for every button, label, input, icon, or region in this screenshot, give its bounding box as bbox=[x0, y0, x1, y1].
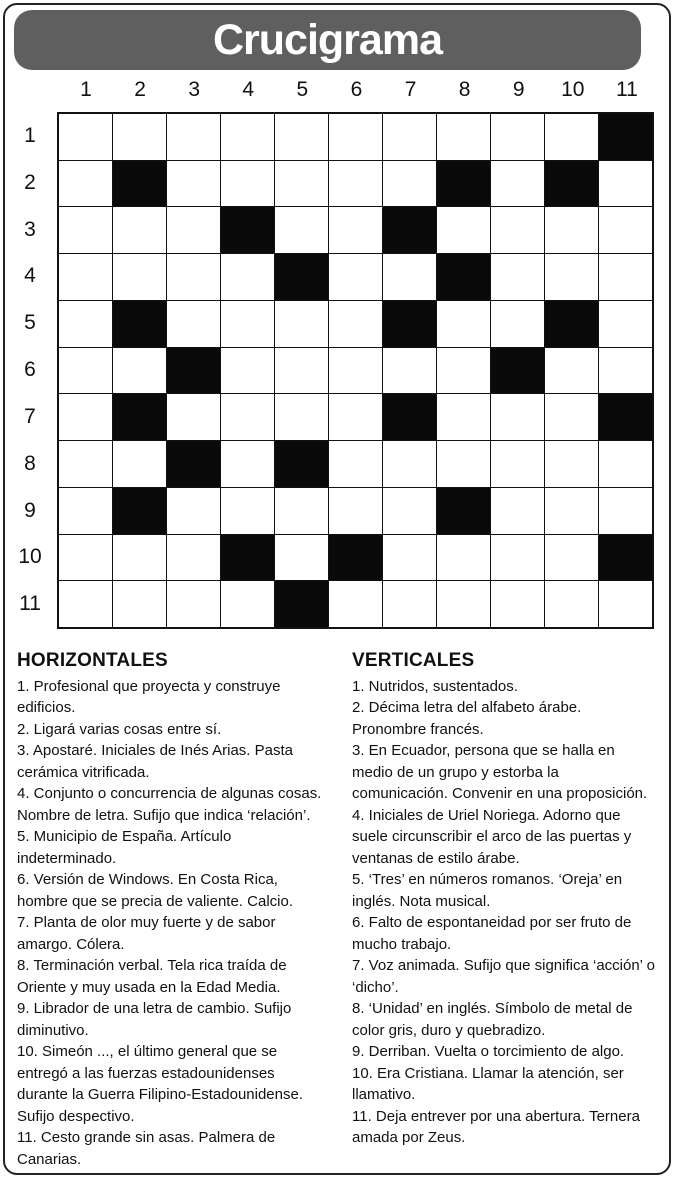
row-numbers bbox=[8, 113, 52, 628]
white-cell[interactable] bbox=[59, 254, 112, 300]
vertical-clue: 8. ‘Unidad’ en inglés. Símbolo de metal de color gris, duro y quebradizo. bbox=[352, 1000, 633, 1039]
black-cell bbox=[437, 161, 490, 207]
column-number: 3 bbox=[188, 78, 201, 101]
white-cell[interactable] bbox=[545, 207, 598, 253]
vertical-clue: 7. Voz animada. Sufijo que significa ‘acción’ o ‘dicho’. bbox=[352, 957, 655, 996]
white-cell[interactable] bbox=[167, 254, 220, 300]
white-cell[interactable] bbox=[113, 348, 166, 394]
horizontal-clue: 5. Municipio de España. Artículo indeterminado. bbox=[17, 828, 232, 867]
vertical-clue: 5. ‘Tres’ en números romanos. ‘Oreja’ en inglés. Nota musical. bbox=[352, 871, 623, 910]
black-cell bbox=[113, 161, 166, 207]
row-number: 6 bbox=[24, 358, 36, 382]
white-cell[interactable] bbox=[383, 441, 436, 487]
column-number: 8 bbox=[458, 78, 471, 101]
column-number: 4 bbox=[242, 78, 255, 101]
column-number: 9 bbox=[512, 78, 525, 101]
white-cell[interactable] bbox=[167, 488, 220, 534]
column-number: 5 bbox=[296, 78, 309, 101]
white-cell[interactable] bbox=[329, 114, 382, 160]
white-cell[interactable] bbox=[491, 161, 544, 207]
white-cell[interactable] bbox=[113, 535, 166, 581]
horizontal-clue: 4. Conjunto o concurrencia de algunas cosas. Nombre de letra. Sufijo que indica ‘relación’. bbox=[17, 785, 322, 824]
white-cell[interactable] bbox=[167, 301, 220, 347]
white-cell[interactable] bbox=[59, 581, 112, 627]
white-cell[interactable] bbox=[491, 207, 544, 253]
title-banner bbox=[14, 10, 641, 70]
white-cell[interactable] bbox=[329, 488, 382, 534]
white-cell[interactable] bbox=[491, 488, 544, 534]
white-cell[interactable] bbox=[275, 301, 328, 347]
white-cell[interactable] bbox=[329, 161, 382, 207]
black-cell bbox=[437, 488, 490, 534]
black-cell bbox=[167, 348, 220, 394]
horizontal-clue: 3. Apostaré. Iniciales de Inés Arias. Pasta cerámica vitrificada. bbox=[17, 742, 293, 781]
white-cell[interactable] bbox=[59, 488, 112, 534]
white-cell[interactable] bbox=[59, 207, 112, 253]
row-number: 7 bbox=[24, 404, 36, 428]
white-cell[interactable] bbox=[545, 581, 598, 627]
white-cell[interactable] bbox=[167, 394, 220, 440]
black-cell bbox=[221, 207, 274, 253]
vertical-clue: 6. Falto de espontaneidad por ser fruto de mucho trabajo. bbox=[352, 914, 632, 953]
white-cell[interactable] bbox=[491, 301, 544, 347]
white-cell[interactable] bbox=[113, 207, 166, 253]
white-cell[interactable] bbox=[59, 535, 112, 581]
white-cell[interactable] bbox=[599, 161, 652, 207]
white-cell[interactable] bbox=[383, 348, 436, 394]
horizontal-clue: 6. Versión de Windows. En Costa Rica, hombre que se precia de valiente. Calcio. bbox=[17, 871, 293, 910]
white-cell[interactable] bbox=[221, 114, 274, 160]
white-cell[interactable] bbox=[545, 114, 598, 160]
white-cell[interactable] bbox=[59, 441, 112, 487]
white-cell[interactable] bbox=[329, 301, 382, 347]
white-cell[interactable] bbox=[383, 114, 436, 160]
vertical-clue: 11. Deja entrever por una abertura. Ternera amada por Zeus. bbox=[352, 1107, 640, 1146]
black-cell bbox=[545, 301, 598, 347]
black-cell bbox=[329, 535, 382, 581]
white-cell[interactable] bbox=[275, 348, 328, 394]
white-cell[interactable] bbox=[545, 441, 598, 487]
vertical-clue: 3. En Ecuador, persona que se halla en medio de un grupo y estorba la comunicación. Convenir en una proposición. bbox=[352, 742, 648, 802]
white-cell[interactable] bbox=[437, 535, 490, 581]
white-cell[interactable] bbox=[221, 348, 274, 394]
horizontal-clues bbox=[17, 650, 329, 1170]
white-cell[interactable] bbox=[437, 114, 490, 160]
black-cell bbox=[383, 394, 436, 440]
white-cell[interactable] bbox=[275, 535, 328, 581]
black-cell bbox=[167, 441, 220, 487]
black-cell bbox=[545, 161, 598, 207]
white-cell[interactable] bbox=[167, 161, 220, 207]
white-cell[interactable] bbox=[113, 114, 166, 160]
white-cell[interactable] bbox=[113, 581, 166, 627]
white-cell[interactable] bbox=[329, 394, 382, 440]
white-cell[interactable] bbox=[59, 301, 112, 347]
white-cell[interactable] bbox=[491, 254, 544, 300]
crossword-grid bbox=[57, 112, 654, 629]
vertical-clue: 1. Nutridos, sustentados. bbox=[352, 677, 518, 695]
white-cell[interactable] bbox=[437, 207, 490, 253]
white-cell[interactable] bbox=[59, 394, 112, 440]
black-cell bbox=[491, 348, 544, 394]
white-cell[interactable] bbox=[383, 254, 436, 300]
black-cell bbox=[221, 535, 274, 581]
row-number: 2 bbox=[24, 170, 36, 194]
white-cell[interactable] bbox=[275, 488, 328, 534]
white-cell[interactable] bbox=[437, 394, 490, 440]
black-cell bbox=[599, 535, 652, 581]
white-cell[interactable] bbox=[221, 441, 274, 487]
white-cell[interactable] bbox=[437, 301, 490, 347]
white-cell[interactable] bbox=[491, 394, 544, 440]
white-cell[interactable] bbox=[221, 254, 274, 300]
vertical-clues-title: VERTICALES bbox=[352, 650, 475, 671]
white-cell[interactable] bbox=[383, 535, 436, 581]
white-cell[interactable] bbox=[437, 581, 490, 627]
row-number: 8 bbox=[24, 451, 36, 475]
white-cell[interactable] bbox=[329, 581, 382, 627]
white-cell[interactable] bbox=[167, 207, 220, 253]
white-cell[interactable] bbox=[329, 348, 382, 394]
vertical-clues bbox=[352, 650, 658, 1149]
black-cell bbox=[383, 301, 436, 347]
white-cell[interactable] bbox=[599, 207, 652, 253]
row-number: 4 bbox=[24, 264, 36, 288]
white-cell[interactable] bbox=[275, 207, 328, 253]
white-cell[interactable] bbox=[599, 441, 652, 487]
white-cell[interactable] bbox=[437, 348, 490, 394]
white-cell[interactable] bbox=[59, 348, 112, 394]
white-cell[interactable] bbox=[545, 535, 598, 581]
white-cell[interactable] bbox=[167, 535, 220, 581]
white-cell[interactable] bbox=[329, 441, 382, 487]
white-cell[interactable] bbox=[221, 581, 274, 627]
white-cell[interactable] bbox=[545, 254, 598, 300]
horizontal-clue: 11. Cesto grande sin asas. Palmera de Canarias. bbox=[17, 1129, 276, 1168]
white-cell[interactable] bbox=[275, 161, 328, 207]
white-cell[interactable] bbox=[59, 114, 112, 160]
page-title: Crucigrama bbox=[213, 15, 442, 64]
white-cell[interactable] bbox=[113, 254, 166, 300]
column-numbers bbox=[59, 78, 654, 104]
vertical-clue-list bbox=[352, 676, 658, 1149]
column-number: 1 bbox=[80, 78, 92, 101]
white-cell[interactable] bbox=[491, 535, 544, 581]
white-cell[interactable] bbox=[275, 394, 328, 440]
white-cell[interactable] bbox=[599, 348, 652, 394]
white-cell[interactable] bbox=[275, 114, 328, 160]
row-number: 5 bbox=[24, 311, 36, 335]
white-cell[interactable] bbox=[383, 581, 436, 627]
black-cell bbox=[275, 254, 328, 300]
white-cell[interactable] bbox=[491, 441, 544, 487]
white-cell[interactable] bbox=[221, 488, 274, 534]
white-cell[interactable] bbox=[545, 488, 598, 534]
white-cell[interactable] bbox=[113, 441, 166, 487]
white-cell[interactable] bbox=[167, 114, 220, 160]
black-cell bbox=[275, 441, 328, 487]
white-cell[interactable] bbox=[221, 301, 274, 347]
row-number: 11 bbox=[19, 592, 41, 616]
row-number: 9 bbox=[24, 498, 36, 522]
horizontal-clue-list bbox=[17, 676, 329, 1171]
white-cell[interactable] bbox=[329, 207, 382, 253]
vertical-clue: 10. Era Cristiana. Llamar la atención, ser llamativo. bbox=[352, 1064, 624, 1103]
horizontal-clue: 9. Librador de una letra de cambio. Sufijo diminutivo. bbox=[17, 1000, 292, 1039]
white-cell[interactable] bbox=[437, 441, 490, 487]
horizontal-clue: 1. Profesional que proyecta y construye edificios. bbox=[17, 677, 281, 716]
black-cell bbox=[113, 488, 166, 534]
white-cell[interactable] bbox=[167, 581, 220, 627]
black-cell bbox=[383, 207, 436, 253]
white-cell[interactable] bbox=[545, 394, 598, 440]
black-cell bbox=[599, 114, 652, 160]
black-cell bbox=[437, 254, 490, 300]
horizontal-clue: 10. Simeón ..., el último general que se entregó a las fuerzas estadounidenses durante la Guerra Filipino-Estadounidense. Sufijo despectivo. bbox=[17, 1043, 304, 1125]
white-cell[interactable] bbox=[221, 394, 274, 440]
row-number: 10 bbox=[18, 545, 42, 569]
column-number: 6 bbox=[350, 78, 363, 101]
white-cell[interactable] bbox=[491, 581, 544, 627]
column-number: 7 bbox=[404, 78, 417, 101]
column-number: 2 bbox=[134, 78, 146, 101]
horizontal-clue: 2. Ligará varias cosas entre sí. bbox=[17, 720, 222, 738]
vertical-clue: 9. Derriban. Vuelta o torcimiento de algo. bbox=[352, 1043, 625, 1060]
vertical-clue: 4. Iniciales de Uriel Noriega. Adorno que suele circunscribir el arco de las puertas y ventanas de estilo árabe. bbox=[352, 806, 632, 867]
white-cell[interactable] bbox=[545, 348, 598, 394]
white-cell[interactable] bbox=[491, 114, 544, 160]
white-cell[interactable] bbox=[599, 254, 652, 300]
white-cell[interactable] bbox=[599, 581, 652, 627]
black-cell bbox=[113, 394, 166, 440]
black-cell bbox=[599, 394, 652, 440]
black-cell bbox=[113, 301, 166, 347]
white-cell[interactable] bbox=[383, 161, 436, 207]
row-number: 3 bbox=[24, 217, 36, 241]
horizontal-clues-title: HORIZONTALES bbox=[17, 650, 168, 671]
white-cell[interactable] bbox=[599, 488, 652, 534]
white-cell[interactable] bbox=[329, 254, 382, 300]
black-cell bbox=[275, 581, 328, 627]
vertical-clue: 2. Décima letra del alfabeto árabe. Pronombre francés. bbox=[352, 699, 582, 738]
white-cell[interactable] bbox=[599, 301, 652, 347]
white-cell[interactable] bbox=[59, 161, 112, 207]
horizontal-clue: 7. Planta de olor muy fuerte y de sabor amargo. Cólera. bbox=[17, 914, 276, 953]
white-cell[interactable] bbox=[383, 488, 436, 534]
column-number: 11 bbox=[616, 78, 638, 101]
row-number: 1 bbox=[24, 124, 36, 147]
horizontal-clue: 8. Terminación verbal. Tela rica traída de Oriente y muy usada en la Edad Media. bbox=[17, 957, 287, 996]
column-number: 10 bbox=[561, 78, 585, 101]
white-cell[interactable] bbox=[221, 161, 274, 207]
